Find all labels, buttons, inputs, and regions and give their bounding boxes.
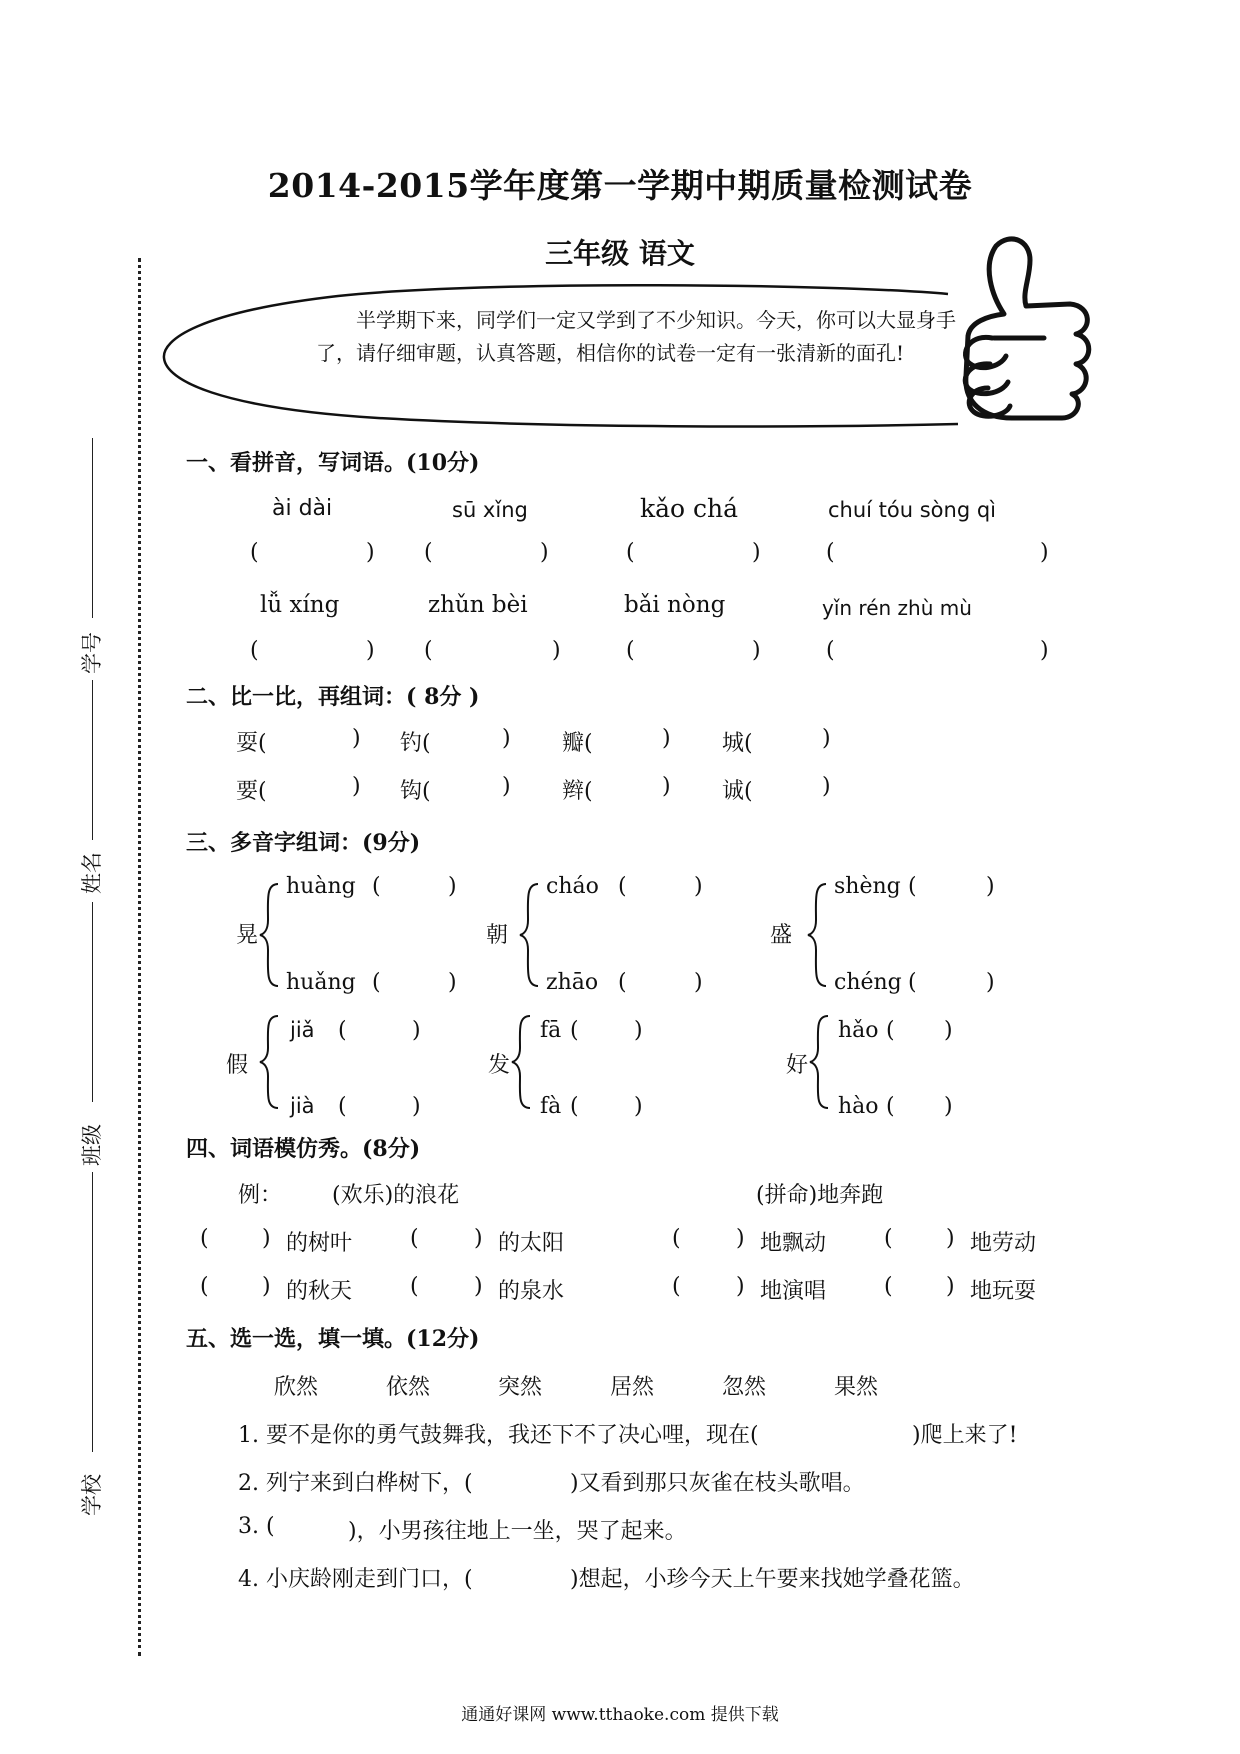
blank-4-1: ( [200,1226,209,1251]
blank-3-5a: ( [570,1018,579,1043]
section-3-title: 三、多音字组词：(9分) [186,830,421,856]
polyphone-1-b: huǎng [286,970,356,995]
pinyin-1-2: sū xǐng [452,498,528,522]
blank-3-6b-close: ) [944,1094,953,1119]
blank-4-2-close: ) [474,1226,483,1251]
blank-4-3: ( [672,1226,681,1251]
blank-4-6-close: ) [474,1274,483,1299]
question-3-part-b: )，小男孩往地上一坐，哭了起来。 [348,1519,687,1544]
polyphone-3-a: shèng [834,874,901,899]
question-2-part-a: 2. 列宁来到白桦树下，( [238,1471,473,1496]
word-option-1: 欣然 [274,1375,319,1400]
brace-icon [808,1012,832,1112]
pinyin-1-3: kǎo chá [640,494,739,523]
blank-1-1: ( [250,540,259,565]
blank-3-3a-close: ) [986,874,995,899]
name-line [92,680,93,840]
compare-2-1: 要( [236,779,267,804]
compare-1-3: 瓣( [562,731,593,756]
blank-3-6a-close: ) [944,1018,953,1043]
blank-4-7: ( [672,1274,681,1299]
blank-2-2: ( [424,638,433,663]
blank-3-4a-close: ) [412,1018,421,1043]
blank-3-6a: ( [886,1018,895,1043]
example-1: (欢乐)的浪花 [332,1183,460,1208]
imitate-item-4: 地劳动 [970,1231,1037,1256]
compare-1-2-close: ) [502,726,511,751]
blank-4-4-close: ) [946,1226,955,1251]
blank-4-6: ( [410,1274,419,1299]
compare-1-1: 耍( [236,731,267,756]
blank-2-3-close: ) [752,638,761,663]
pinyin-2-4: yǐn rén zhù mù [822,596,972,620]
thumbs-up-icon [952,226,1102,426]
blank-4-8: ( [884,1274,893,1299]
polyphone-char-1: 晃 [236,923,259,948]
polyphone-3-b: chéng [834,970,902,995]
pinyin-1-4: chuí tóu sòng qì [828,498,997,522]
imitate-item-7: 地演唱 [760,1279,827,1304]
blank-1-3-close: ) [752,540,761,565]
blank-3-6b: ( [886,1094,895,1119]
pinyin-1-1: ài dài [272,496,333,521]
brace-icon [258,880,282,990]
blank-3-2b-close: ) [694,970,703,995]
polyphone-2-a: cháo [546,874,599,899]
compare-2-4: 诚( [722,779,753,804]
polyphone-4-a: jiǎ [290,1018,315,1042]
blank-4-5: ( [200,1274,209,1299]
blank-4-3-close: ) [736,1226,745,1251]
question-1-part-b: )爬上来了! [912,1423,1018,1448]
exam-subtitle: 三年级 语文 [545,237,695,270]
question-3-part-a: 3. ( [238,1514,275,1539]
blank-1-2-close: ) [540,540,549,565]
blank-4-5-close: ) [262,1274,271,1299]
blank-2-4-close: ) [1040,638,1049,663]
brace-icon [510,1012,534,1112]
pinyin-2-2: zhǔn bèi [428,592,528,618]
example-2: (拼命)地奔跑 [756,1183,884,1208]
student-id-line [92,438,93,618]
question-2-part-b: )又看到那只灰雀在枝头歌唱。 [570,1471,865,1496]
brace-icon [806,880,830,990]
exam-title: 2014-2015学年度第一学期中期质量检测试卷 [267,166,973,205]
class-label: 班级 [80,1124,104,1166]
compare-1-2: 钓( [400,731,431,756]
blank-4-4: ( [884,1226,893,1251]
blank-1-4: ( [826,540,835,565]
blank-3-1b: ( [372,970,381,995]
polyphone-char-4: 假 [226,1053,249,1078]
pinyin-2-1: lǚ xíng [260,592,340,618]
blank-3-4b-close: ) [412,1094,421,1119]
polyphone-char-6: 好 [786,1053,809,1078]
compare-2-2-close: ) [502,774,511,799]
compare-2-1-close: ) [352,774,361,799]
compare-1-4-close: ) [822,726,831,751]
imitate-item-3: 地飘动 [760,1231,827,1256]
polyphone-char-5: 发 [488,1053,511,1078]
blank-3-1b-close: ) [448,970,457,995]
blank-3-5a-close: ) [634,1018,643,1043]
school-line [92,1172,93,1452]
question-4-part-a: 4. 小庆龄刚走到门口，( [238,1567,473,1592]
imitate-item-2: 的太阳 [498,1231,565,1256]
polyphone-6-a: hǎo [838,1018,879,1043]
question-1-part-a: 1. 要不是你的勇气鼓舞我，我还下不了决心哩，现在( [238,1423,759,1448]
blank-1-2: ( [424,540,433,565]
blank-2-3: ( [626,638,635,663]
blank-3-4b: ( [338,1094,347,1119]
blank-2-1-close: ) [366,638,375,663]
polyphone-char-3: 盛 [770,923,793,948]
polyphone-4-b: jià [290,1094,315,1118]
question-4-part-b: )想起，小珍今天上午要来找她学叠花篮。 [570,1567,975,1592]
imitate-item-8: 地玩耍 [970,1279,1037,1304]
polyphone-2-b: zhāo [546,970,599,995]
compare-1-3-close: ) [662,726,671,751]
pinyin-2-3: bǎi nòng [624,592,726,618]
compare-2-3: 辫( [562,779,593,804]
brace-icon [258,1012,282,1112]
polyphone-5-b: fà [540,1094,562,1119]
blank-3-5b: ( [570,1094,579,1119]
name-label: 姓名 [80,852,104,894]
compare-2-3-close: ) [662,774,671,799]
section-1-title: 一、看拼音，写词语。(10分) [186,450,480,476]
compare-1-1-close: ) [352,726,361,751]
section-4-title: 四、词语模仿秀。(8分) [186,1136,421,1162]
blank-4-1-close: ) [262,1226,271,1251]
blank-4-8-close: ) [946,1274,955,1299]
imitate-item-1: 的树叶 [286,1231,353,1256]
section-5-title: 五、选一选，填一填。(12分) [186,1326,480,1352]
footer-credit: 通通好课网 www.tthaoke.com 提供下载 [461,1705,779,1725]
imitate-item-6: 的泉水 [498,1279,565,1304]
blank-4-2: ( [410,1226,419,1251]
school-label: 学校 [80,1474,104,1516]
blank-1-3: ( [626,540,635,565]
blank-3-1a: ( [372,874,381,899]
blank-3-3a: ( [908,874,917,899]
blank-2-1: ( [250,638,259,663]
imitate-item-5: 的秋天 [286,1279,353,1304]
blank-3-3b-close: ) [986,970,995,995]
blank-1-1-close: ) [366,540,375,565]
blank-3-5b-close: ) [634,1094,643,1119]
example-label: 例： [238,1183,283,1208]
word-option-5: 忽然 [722,1375,767,1400]
blank-1-4-close: ) [1040,540,1049,565]
student-id-label: 学号 [80,632,104,674]
polyphone-char-2: 朝 [486,923,509,948]
word-option-2: 依然 [386,1375,431,1400]
brace-icon [518,880,542,990]
compare-2-2: 钩( [400,779,431,804]
intro-text: 半学期下来，同学们一定又学到了不少知识。今天，你可以大显身手了，请仔细审题，认真答题，相信你的试卷一定有一张清新的面孔! [316,308,956,365]
blank-3-1a-close: ) [448,874,457,899]
polyphone-1-a: huàng [286,874,356,899]
class-line [92,902,93,1102]
blank-2-2-close: ) [552,638,561,663]
word-option-4: 居然 [610,1375,655,1400]
section-2-title: 二、比一比，再组词：( 8分 ) [186,684,480,710]
blank-4-7-close: ) [736,1274,745,1299]
blank-3-3b: ( [908,970,917,995]
polyphone-5-a: fā [540,1018,562,1043]
word-option-3: 突然 [498,1375,543,1400]
binding-dotted-line [138,258,141,1656]
polyphone-6-b: hào [838,1094,879,1119]
blank-2-4: ( [826,638,835,663]
blank-3-4a: ( [338,1018,347,1043]
blank-3-2b: ( [618,970,627,995]
blank-3-2a: ( [618,874,627,899]
word-option-6: 果然 [834,1375,879,1400]
compare-1-4: 城( [722,731,753,756]
compare-2-4-close: ) [822,774,831,799]
blank-3-2a-close: ) [694,874,703,899]
